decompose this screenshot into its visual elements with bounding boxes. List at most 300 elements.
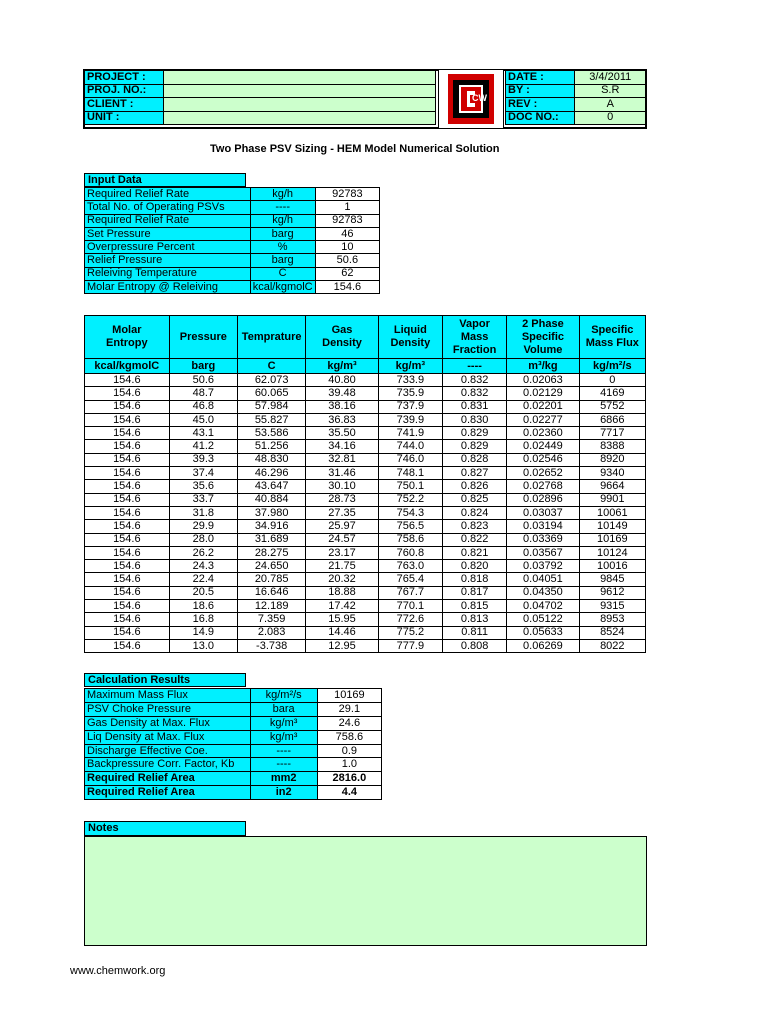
- calc-row: [85, 772, 382, 786]
- header-label: CLIENT :: [85, 98, 164, 112]
- header-row: [506, 71, 646, 85]
- table-cell: 34.916: [237, 520, 305, 533]
- table-cell: 7717: [579, 427, 645, 440]
- notes-area[interactable]: [84, 836, 647, 946]
- table-cell: 22.4: [169, 573, 237, 586]
- table-cell: 0.829: [442, 440, 506, 453]
- column-header-line: 2 Phase: [522, 317, 564, 330]
- table-cell: 43.647: [237, 480, 305, 493]
- input-value[interactable]: 154.6: [315, 281, 379, 294]
- input-unit: ----: [250, 201, 315, 214]
- table-cell: 12.189: [237, 600, 305, 613]
- table-row: [85, 387, 646, 400]
- table-cell: 20.785: [237, 573, 305, 586]
- table-cell: 0.02896: [507, 493, 579, 506]
- table-cell: 739.9: [378, 413, 442, 426]
- table-cell: 25.97: [306, 520, 378, 533]
- header-label: PROJ. NO.:: [85, 84, 164, 98]
- column-header: [85, 316, 170, 359]
- table-cell: 752.2: [378, 493, 442, 506]
- column-header-line: Gas: [331, 324, 353, 336]
- table-cell: 775.2: [378, 626, 442, 639]
- header-left-table: [84, 70, 436, 125]
- table-cell: 756.5: [378, 520, 442, 533]
- column-header-line: Pressure: [179, 330, 227, 343]
- table-cell: 758.6: [378, 533, 442, 546]
- table-cell: 733.9: [378, 374, 442, 387]
- table-row: [85, 573, 646, 586]
- calc-unit: kg/m³: [250, 730, 317, 744]
- header-label: REV :: [506, 98, 575, 112]
- table-cell: 0.03792: [507, 560, 579, 573]
- table-cell: 154.6: [85, 400, 170, 413]
- column-unit: m³/kg: [507, 359, 579, 374]
- table-cell: 0.813: [442, 613, 506, 626]
- column-header-line: Fraction: [452, 343, 497, 356]
- table-cell: 14.9: [169, 626, 237, 639]
- header-value[interactable]: 0: [575, 111, 646, 125]
- table-cell: 0.02449: [507, 440, 579, 453]
- table-cell: 33.7: [169, 493, 237, 506]
- table-cell: 35.50: [306, 427, 378, 440]
- table-row: [85, 533, 646, 546]
- table-row: [85, 600, 646, 613]
- table-cell: 0.831: [442, 400, 506, 413]
- input-value[interactable]: 92783: [315, 214, 379, 227]
- table-cell: 40.80: [306, 374, 378, 387]
- table-cell: 8920: [579, 453, 645, 466]
- table-cell: 154.6: [85, 440, 170, 453]
- table-cell: 27.35: [306, 506, 378, 519]
- table-cell: 60.065: [237, 387, 305, 400]
- column-header-line: Density: [322, 337, 362, 349]
- input-label: Total No. of Operating PSVs: [85, 201, 251, 214]
- header-row: [85, 71, 436, 85]
- table-cell: 767.7: [378, 586, 442, 599]
- table-cell: 45.0: [169, 413, 237, 426]
- table-row: [85, 520, 646, 533]
- table-cell: 0.824: [442, 506, 506, 519]
- table-cell: 50.6: [169, 374, 237, 387]
- table-cell: 0.04702: [507, 600, 579, 613]
- calc-unit: ----: [250, 758, 317, 772]
- column-header: [579, 316, 645, 359]
- table-row: [85, 400, 646, 413]
- table-cell: 24.57: [306, 533, 378, 546]
- table-cell: 0.818: [442, 573, 506, 586]
- table-cell: 0.826: [442, 480, 506, 493]
- table-cell: 154.6: [85, 387, 170, 400]
- column-header-line: Molar: [112, 324, 142, 336]
- table-cell: 10149: [579, 520, 645, 533]
- table-cell: 0.02546: [507, 453, 579, 466]
- header-value[interactable]: S.R: [575, 84, 646, 98]
- table-cell: 23.17: [306, 546, 378, 559]
- table-cell: 154.6: [85, 493, 170, 506]
- table-cell: 38.16: [306, 400, 378, 413]
- input-row: [85, 267, 380, 280]
- input-row: [85, 254, 380, 267]
- table-cell: 4169: [579, 387, 645, 400]
- table-cell: 37.980: [237, 506, 305, 519]
- input-unit: C: [250, 267, 315, 280]
- table-cell: 0.825: [442, 493, 506, 506]
- column-unit: kg/m³: [306, 359, 378, 374]
- page-title: Two Phase PSV Sizing - HEM Model Numerical Solution: [210, 143, 500, 155]
- table-cell: 154.6: [85, 453, 170, 466]
- table-cell: 9340: [579, 467, 645, 480]
- table-row: [85, 413, 646, 426]
- table-cell: 154.6: [85, 573, 170, 586]
- calc-unit: kg/m³: [250, 716, 317, 730]
- column-header-line: Vapor: [459, 317, 490, 330]
- table-cell: 0.03194: [507, 520, 579, 533]
- input-unit: kg/h: [250, 188, 315, 201]
- calc-row: [85, 758, 382, 772]
- column-header-line: Mass: [460, 330, 489, 343]
- table-row: [85, 639, 646, 652]
- table-cell: 754.3: [378, 506, 442, 519]
- calc-value: 0.9: [317, 744, 381, 758]
- table-cell: 0.02360: [507, 427, 579, 440]
- table-cell: 770.1: [378, 600, 442, 613]
- table-cell: 21.75: [306, 560, 378, 573]
- table-cell: 34.16: [306, 440, 378, 453]
- calc-unit: ----: [250, 744, 317, 758]
- table-cell: 0: [579, 374, 645, 387]
- table-row: [85, 560, 646, 573]
- column-header-line: Entropy: [106, 337, 148, 349]
- table-cell: 8388: [579, 440, 645, 453]
- calc-unit: in2: [250, 786, 317, 800]
- calc-results-table: [84, 688, 382, 800]
- input-unit: barg: [250, 254, 315, 267]
- table-cell: 777.9: [378, 639, 442, 652]
- input-label: Set Pressure: [85, 227, 251, 240]
- calc-label: Liq Density at Max. Flux: [85, 730, 251, 744]
- table-cell: 748.1: [378, 467, 442, 480]
- table-cell: 26.2: [169, 546, 237, 559]
- table-cell: 28.73: [306, 493, 378, 506]
- column-header-line: Specific: [521, 330, 565, 343]
- input-label: Overpressure Percent: [85, 241, 251, 254]
- table-cell: 10124: [579, 546, 645, 559]
- table-cell: 0.02652: [507, 467, 579, 480]
- table-cell: 48.7: [169, 387, 237, 400]
- calc-label: Gas Density at Max. Flux: [85, 716, 251, 730]
- calc-row: [85, 786, 382, 800]
- table-cell: 0.829: [442, 427, 506, 440]
- header-value[interactable]: [163, 84, 435, 98]
- table-cell: 20.32: [306, 573, 378, 586]
- column-unit: kg/m²/s: [579, 359, 645, 374]
- table-cell: 12.95: [306, 639, 378, 652]
- input-value[interactable]: 10: [315, 241, 379, 254]
- table-cell: 18.88: [306, 586, 378, 599]
- table-cell: 30.10: [306, 480, 378, 493]
- table-cell: 2.083: [237, 626, 305, 639]
- table-cell: 43.1: [169, 427, 237, 440]
- table-cell: 735.9: [378, 387, 442, 400]
- input-value[interactable]: 1: [315, 201, 379, 214]
- table-cell: 744.0: [378, 440, 442, 453]
- calc-row: [85, 702, 382, 716]
- input-row: [85, 281, 380, 294]
- table-row: [85, 467, 646, 480]
- table-cell: 18.6: [169, 600, 237, 613]
- table-cell: 0.827: [442, 467, 506, 480]
- column-header: [442, 316, 506, 359]
- table-cell: 0.828: [442, 453, 506, 466]
- input-label: Required Relief Rate: [85, 188, 251, 201]
- column-unit: ----: [442, 359, 506, 374]
- chemwork-logo-icon: [439, 70, 503, 128]
- table-cell: 154.6: [85, 613, 170, 626]
- header-label: BY :: [506, 84, 575, 98]
- input-unit: kcal/kgmolC: [250, 281, 315, 294]
- column-header: [237, 316, 305, 359]
- table-row: [85, 480, 646, 493]
- input-value[interactable]: 50.6: [315, 254, 379, 267]
- calc-value: 10169: [317, 689, 381, 703]
- header-label: UNIT :: [85, 111, 164, 125]
- calc-label: Discharge Effective Coe.: [85, 744, 251, 758]
- table-cell: 0.817: [442, 586, 506, 599]
- input-label: Required Relief Rate: [85, 214, 251, 227]
- table-cell: 46.296: [237, 467, 305, 480]
- column-header-line: Volume: [523, 343, 563, 356]
- table-cell: 9845: [579, 573, 645, 586]
- table-cell: 8524: [579, 626, 645, 639]
- table-cell: 154.6: [85, 413, 170, 426]
- table-cell: 0.821: [442, 546, 506, 559]
- table-cell: 760.8: [378, 546, 442, 559]
- table-cell: 0.820: [442, 560, 506, 573]
- table-cell: 0.02063: [507, 374, 579, 387]
- table-cell: 57.984: [237, 400, 305, 413]
- table-row: [85, 613, 646, 626]
- table-cell: 763.0: [378, 560, 442, 573]
- table-cell: 154.6: [85, 374, 170, 387]
- table-cell: 154.6: [85, 600, 170, 613]
- table-cell: 0.05122: [507, 613, 579, 626]
- column-header-line: Density: [390, 337, 431, 349]
- table-cell: 37.4: [169, 467, 237, 480]
- table-row: [85, 493, 646, 506]
- calc-row: [85, 689, 382, 703]
- input-row: [85, 241, 380, 254]
- table-cell: 0.823: [442, 520, 506, 533]
- table-cell: 0.02277: [507, 413, 579, 426]
- logo: [438, 70, 504, 128]
- table-row: [85, 546, 646, 559]
- table-cell: 9612: [579, 586, 645, 599]
- table-cell: 765.4: [378, 573, 442, 586]
- table-cell: 10169: [579, 533, 645, 546]
- table-cell: 0.03037: [507, 506, 579, 519]
- header-row: [506, 84, 646, 98]
- header-value[interactable]: [163, 98, 435, 112]
- column-header: [378, 316, 442, 359]
- table-cell: 39.3: [169, 453, 237, 466]
- table-cell: 772.6: [378, 613, 442, 626]
- table-cell: 46.8: [169, 400, 237, 413]
- input-row: [85, 201, 380, 214]
- footer-url[interactable]: www.chemwork.org: [70, 965, 166, 977]
- calc-label: PSV Choke Pressure: [85, 702, 251, 716]
- table-cell: 0.03369: [507, 533, 579, 546]
- column-unit: kcal/kgmolC: [85, 359, 170, 374]
- input-row: [85, 188, 380, 201]
- table-cell: 14.46: [306, 626, 378, 639]
- header-label: DATE :: [506, 71, 575, 85]
- table-cell: 0.02768: [507, 480, 579, 493]
- column-header: [507, 316, 579, 359]
- table-row: [85, 506, 646, 519]
- calc-row: [85, 716, 382, 730]
- table-cell: 28.275: [237, 546, 305, 559]
- header-right-table: [505, 70, 646, 125]
- input-value[interactable]: 92783: [315, 188, 379, 201]
- table-cell: 31.46: [306, 467, 378, 480]
- calc-label: Backpressure Corr. Factor, Kb: [85, 758, 251, 772]
- calc-value: 4.4: [317, 786, 381, 800]
- column-header-line: Mass Flux: [585, 337, 639, 349]
- table-cell: 0.815: [442, 600, 506, 613]
- table-row: [85, 453, 646, 466]
- table-cell: 17.42: [306, 600, 378, 613]
- header-value[interactable]: 3/4/2011: [575, 71, 646, 85]
- table-cell: 741.9: [378, 427, 442, 440]
- column-unit: C: [237, 359, 305, 374]
- table-cell: 154.6: [85, 427, 170, 440]
- column-unit: barg: [169, 359, 237, 374]
- table-cell: 32.81: [306, 453, 378, 466]
- input-value[interactable]: 46: [315, 227, 379, 240]
- table-cell: 0.808: [442, 639, 506, 652]
- input-row: [85, 227, 380, 240]
- table-cell: 154.6: [85, 586, 170, 599]
- table-cell: 0.02201: [507, 400, 579, 413]
- table-cell: 154.6: [85, 506, 170, 519]
- table-cell: 31.8: [169, 506, 237, 519]
- table-cell: -3.738: [237, 639, 305, 652]
- table-cell: 737.9: [378, 400, 442, 413]
- header-row: [506, 98, 646, 112]
- table-cell: 62.073: [237, 374, 305, 387]
- table-cell: 53.586: [237, 427, 305, 440]
- table-cell: 0.822: [442, 533, 506, 546]
- table-cell: 24.3: [169, 560, 237, 573]
- header-value[interactable]: [163, 111, 435, 125]
- table-cell: 0.02129: [507, 387, 579, 400]
- table-cell: 0.832: [442, 387, 506, 400]
- column-unit: kg/m³: [378, 359, 442, 374]
- table-row: [85, 440, 646, 453]
- table-cell: 41.2: [169, 440, 237, 453]
- table-cell: 8953: [579, 613, 645, 626]
- column-header-line: Temprature: [241, 330, 302, 343]
- column-header-line: Liquid: [393, 324, 427, 336]
- table-cell: 750.1: [378, 480, 442, 493]
- results-table-header: [85, 316, 646, 359]
- header-row: [506, 111, 646, 125]
- table-row: [85, 427, 646, 440]
- header-value[interactable]: A: [575, 98, 646, 112]
- table-cell: 15.95: [306, 613, 378, 626]
- table-cell: 0.04051: [507, 573, 579, 586]
- table-cell: 10016: [579, 560, 645, 573]
- input-value[interactable]: 62: [315, 267, 379, 280]
- table-row: [85, 374, 646, 387]
- input-unit: kg/h: [250, 214, 315, 227]
- table-cell: 9664: [579, 480, 645, 493]
- input-label: Molar Entropy @ Releiving: [85, 281, 251, 294]
- calc-value: 1.0: [317, 758, 381, 772]
- table-cell: 48.830: [237, 453, 305, 466]
- input-label: Releiving Temperature: [85, 267, 251, 280]
- table-cell: 0.06269: [507, 639, 579, 652]
- logo-text: CW: [472, 93, 487, 103]
- calc-value: 24.6: [317, 716, 381, 730]
- table-cell: 39.48: [306, 387, 378, 400]
- table-cell: 0.830: [442, 413, 506, 426]
- input-data-heading: Input Data: [84, 173, 246, 187]
- table-cell: 29.9: [169, 520, 237, 533]
- table-cell: 20.5: [169, 586, 237, 599]
- calc-row: [85, 744, 382, 758]
- table-cell: 154.6: [85, 626, 170, 639]
- table-cell: 24.650: [237, 560, 305, 573]
- header-row: [85, 84, 436, 98]
- table-cell: 13.0: [169, 639, 237, 652]
- table-cell: 154.6: [85, 546, 170, 559]
- column-header-line: Specific: [591, 324, 634, 336]
- calc-value: 29.1: [317, 702, 381, 716]
- table-cell: 10061: [579, 506, 645, 519]
- table-cell: 8022: [579, 639, 645, 652]
- table-cell: 36.83: [306, 413, 378, 426]
- table-cell: 0.03567: [507, 546, 579, 559]
- table-cell: 55.827: [237, 413, 305, 426]
- header-row: [85, 98, 436, 112]
- table-cell: 154.6: [85, 639, 170, 652]
- input-unit: barg: [250, 227, 315, 240]
- calc-label: Maximum Mass Flux: [85, 689, 251, 703]
- table-cell: 154.6: [85, 480, 170, 493]
- header-label: DOC NO.:: [506, 111, 575, 125]
- calc-label: Required Relief Area: [85, 786, 251, 800]
- table-cell: 5752: [579, 400, 645, 413]
- header-value[interactable]: [163, 71, 435, 85]
- header-row: [85, 111, 436, 125]
- input-data-table: [84, 187, 380, 294]
- table-cell: 35.6: [169, 480, 237, 493]
- calc-unit: bara: [250, 702, 317, 716]
- table-cell: 7.359: [237, 613, 305, 626]
- table-cell: 154.6: [85, 560, 170, 573]
- table-cell: 16.8: [169, 613, 237, 626]
- input-row: [85, 214, 380, 227]
- table-cell: 51.256: [237, 440, 305, 453]
- table-cell: 28.0: [169, 533, 237, 546]
- header-label: PROJECT :: [85, 71, 164, 85]
- notes-heading: Notes: [84, 821, 246, 836]
- calc-value: 2816.0: [317, 772, 381, 786]
- table-cell: 9315: [579, 600, 645, 613]
- results-table-units: [85, 359, 646, 374]
- calc-unit: kg/m²/s: [250, 689, 317, 703]
